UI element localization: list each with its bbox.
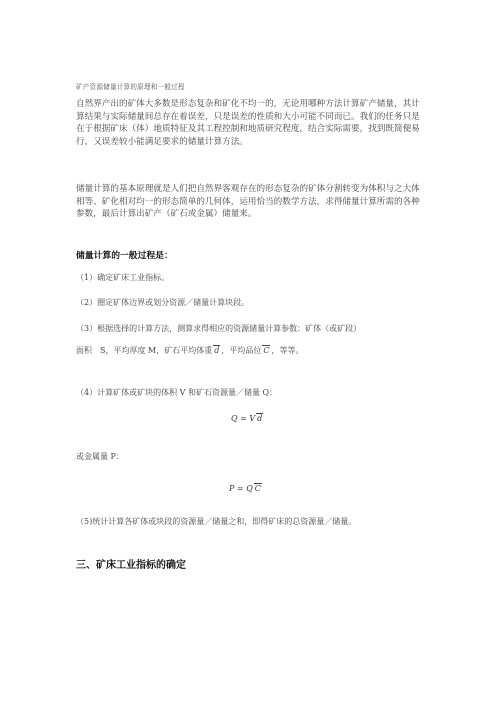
formula-q-volume: V bbox=[249, 414, 256, 423]
step-3-line-2 bbox=[76, 345, 303, 356]
intro-paragraph-1: 自然界产出的矿体大多数是形态复杂和矿化不均一的，无论用哪种方法计算矿产储量，其计算结果与实际储量间总存在着误差，只是误差的性质和大小可能不同而已。我们的任务只是在于根据矿床（体）地质特征及其工程控制和地质研究程度，结合实际需要，找到既简便易行，又误差较小能满足要求的储量计算方法。 bbox=[76, 99, 420, 147]
formula-p-grade: C bbox=[254, 484, 261, 493]
formula-p-eq: = bbox=[234, 484, 247, 493]
formula-p-ore: Q bbox=[246, 484, 253, 493]
step-3-line-1: （3）根据选择的计算方法，测算求得相应的资源储量计算参数：矿体（或矿段） bbox=[76, 324, 362, 333]
avg-grade-symbol: C bbox=[263, 346, 270, 355]
document-title: 矿产资源储量计算的原理和一般过程 bbox=[76, 83, 185, 91]
formula-metal-quantity bbox=[229, 484, 263, 493]
formula-q-eq: = bbox=[237, 414, 250, 423]
formula-q-lhs: Q bbox=[231, 414, 238, 423]
step-3-suffix: ，等等。 bbox=[271, 346, 304, 355]
avg-density-symbol: d bbox=[214, 346, 220, 355]
intro-paragraph-2: 储量计算的基本原理就是人们把自然界客观存在的形态复杂的矿体分割转变为体积与之大体相等、矿化相对均一的形态简单的几何体，运用恰当的数学方法，求得储量计算所需的各种参数，最后计算出矿产（矿石或金属）储量来。 bbox=[76, 184, 420, 220]
formula-q-density: d bbox=[257, 414, 263, 423]
step-3-middle: ，平均品位 bbox=[221, 346, 262, 355]
step-3-prefix: 面积 S，平均厚度 M，矿石平均体重 bbox=[76, 346, 213, 355]
metal-quantity-label: 或金属量 P： bbox=[76, 452, 124, 461]
section-heading-process: 储量计算的一般过程是： bbox=[76, 251, 173, 261]
step-4: （4）计算矿体或矿块的体积 V 和矿石资源量／储量 Q： bbox=[76, 388, 278, 397]
step-5: （5)统计计算各矿体或块段的资源量／储量之和，即得矿床的总资源量／储量。 bbox=[76, 517, 357, 526]
formula-p-lhs: P bbox=[229, 484, 235, 493]
step-1: （1）确定矿床工业指标。 bbox=[76, 273, 170, 282]
chapter-heading: 三、矿床工业指标的确定 bbox=[76, 560, 186, 571]
formula-ore-reserve bbox=[231, 414, 264, 423]
step-2: （2）圈定矿体边界或划分资源／储量计算块段。 bbox=[76, 298, 250, 307]
